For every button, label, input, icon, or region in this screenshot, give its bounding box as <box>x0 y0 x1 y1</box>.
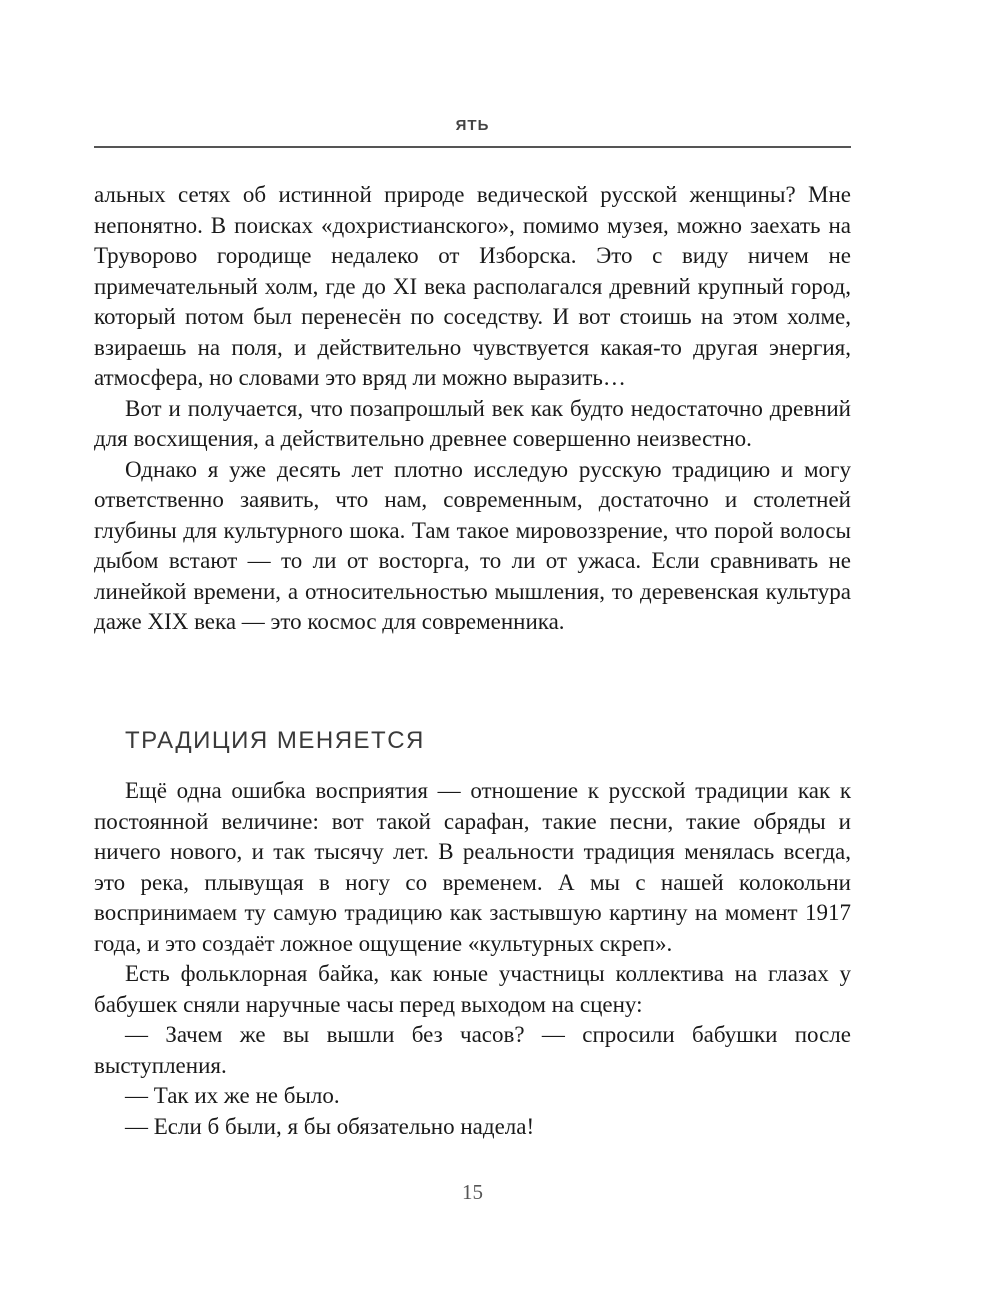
paragraph: Однако я уже десять лет плотно исследую русскую традицию и могу ответственно заявить, что нам, современным, достаточно и столетней глубины для культурного шока. Там такое мировоззрение, что порой волосы дыбом встают — то ли от восторга, то ли от ужаса. Если сравнивать не линейкой времени, а относительностью мышления, то деревенская культура даже XIX века — это космос для современника. <box>94 456 851 634</box>
page-number: 15 <box>462 1180 483 1204</box>
section-heading: ТРАДИЦИЯ МЕНЯЕТСЯ <box>125 727 425 754</box>
dialogue-line: — Если б были, я бы обязательно надела! <box>125 1113 535 1139</box>
header-rule <box>94 146 851 148</box>
paragraph-continued: альных сетях об истинной природе ведической русской женщины? Мне непонятно. В поисках «дохристианского», помимо музея, можно заехать на Труворово городище недалеко от Изборска. Это с виду ничем не примечательный холм, где до XI века располагался древний крупный город, который потом был перенесён по соседству. И вот стоишь на этом холме, взираешь на поля, и действительно чувствуется какая-то другая энергия, атмосфера, но словами это вряд ли можно выразить… <box>94 182 851 390</box>
paragraph: Есть фольклорная байка, как юные участницы коллектива на глазах у бабушек сняли наручные часы перед выходом на сцену: <box>94 961 851 1017</box>
dialogue-line: — Зачем же вы вышли без часов? — спросили бабушки после выступления. <box>94 1022 851 1078</box>
dialogue-line: — Так их же не было. <box>125 1083 340 1108</box>
paragraph: Вот и получается, что позапрошлый век как будто недостаточно древний для восхищения, а действительно древнее совершенно неизвестно. <box>94 395 851 451</box>
paragraph: Ещё одна ошибка восприятия — отношение к русской традиции как к постоянной величине: вот такой сарафан, такие песни, такие обряды и ничего нового, и так тысячу лет. В реальности традиция менялась всегда, это река, плывущая в ногу со временем. А мы с нашей колокольни воспринимаем ту самую традицию как застывшую картину на момент 1917 года, и это создаёт ложное ощущение «культурных скреп». <box>94 778 851 956</box>
text-block-top <box>94 180 851 638</box>
text-block-bottom <box>94 776 851 1142</box>
running-header: ЯТЬ <box>455 117 490 134</box>
